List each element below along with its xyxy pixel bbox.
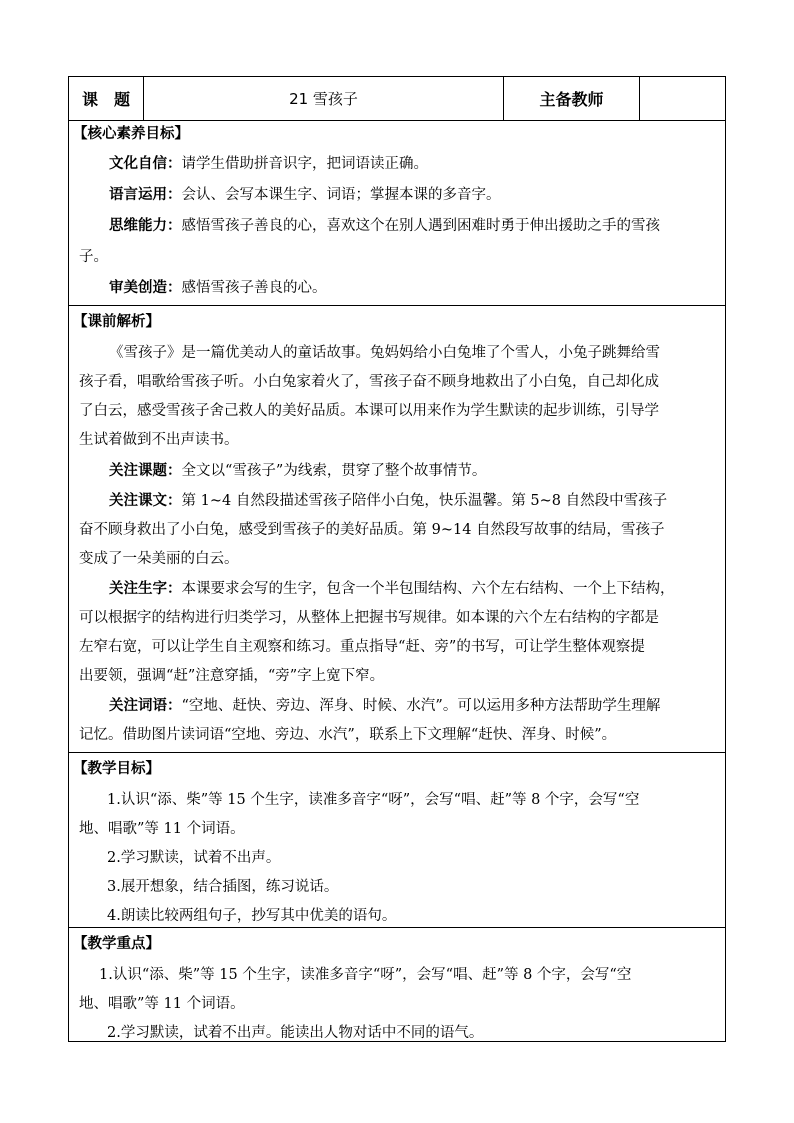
intro-line: 了白云，感受雪孩子舍己救人的美好品质。本课可以用来作为学生默读的起步训练，引导学 [79, 403, 659, 419]
objective-line: 地、唱歌”等 11 个词语。 [79, 821, 245, 837]
title-focus: 关注课题：全文以“雪孩子”为线索，贯穿了整个故事情节。 [109, 462, 487, 479]
teaching-objectives-section [69, 753, 725, 928]
key-point-line: 2.学习默读，试着不出声。能读出人物对话中不同的语气。 [107, 1025, 484, 1041]
char-focus-line: 可以根据字的结构进行归类学习，从整体上把握书写规律。如本课的六个左右结构的字都是 [79, 610, 659, 626]
section-title: 【教学目标】 [73, 760, 160, 777]
core-goals-section [69, 120, 725, 306]
goal-item: 文化自信：请学生借助拼音识字，把词语读正确。 [109, 155, 428, 172]
intro-line: 生试着做到不出声读书。 [79, 432, 239, 448]
teacher-value [640, 77, 725, 120]
objective-line: 2.学习默读，试着不出声。 [107, 850, 281, 866]
objective-line: 1.认识“添、柴”等 15 个生字，读准多音字“呀”，会写“唱、赶”等 8 个字，会写“空 [107, 792, 640, 808]
pre-lesson-analysis-section [69, 306, 725, 753]
topic-label: 课 题 [69, 77, 144, 120]
goal-item: 语言运用：会认、会写本课生字、词语；掌握本课的多音字。 [109, 186, 501, 203]
lesson-plan-table [68, 76, 726, 1042]
text-focus-line: 变成了一朵美丽的白云。 [79, 551, 239, 567]
text-focus: 关注课文：第 1~4 自然段描述雪孩子陪伴小白兔，快乐温馨。第 5~8 自然段中雪孩子 [109, 492, 668, 509]
objective-line: 3.展开想象，结合插图，练习说话。 [107, 879, 339, 895]
teacher-label: 主备教师 [504, 77, 640, 120]
char-focus: 关注生字：本课要求会写的生字，包含一个半包围结构、六个左右结构、一个上下结构， [109, 580, 675, 597]
goal-item: 思维能力：感悟雪孩子善良的心，喜欢这个在别人遇到困难时勇于伸出援助之手的雪孩 [109, 217, 660, 234]
key-point-line: 地、唱歌”等 11 个词语。 [79, 996, 245, 1012]
word-focus: 关注词语：“空地、赶快、旁边、浑身、时候、水汽”。可以运用多种方法帮助学生理解 [109, 697, 661, 714]
text-focus-line: 奋不顾身救出了小白兔，感受到雪孩子的美好品质。第 9~14 自然段写故事的结局，雪孩子 [79, 522, 665, 538]
intro-line: 《雪孩子》是一篇优美动人的童话故事。兔妈妈给小白兔堆了个雪人，小兔子跳舞给雪 [109, 345, 660, 361]
char-focus-line: 左窄右宽，可以让学生自主观察和练习。重点指导“赶、旁”的书写，可让学生整体观察提 [79, 639, 645, 655]
topic-value: 21 雪孩子 [144, 77, 504, 120]
intro-line: 孩子看，唱歌给雪孩子听。小白兔家着火了，雪孩子奋不顾身地救出了小白兔，自己却化成 [79, 374, 659, 390]
char-focus-line: 出要领，强调“赶”注意穿插，“旁”字上宽下窄。 [79, 668, 385, 684]
section-title: 【课前解析】 [73, 313, 160, 330]
goal-item-cont: 子。 [79, 249, 108, 265]
section-title: 【核心素养目标】 [73, 125, 189, 142]
teaching-key-points-section [69, 928, 725, 1041]
objective-line: 4.朗读比较两组句子，抄写其中优美的语句。 [107, 908, 397, 924]
section-title: 【教学重点】 [73, 935, 160, 952]
goal-item: 审美创造：感悟雪孩子善良的心。 [109, 279, 327, 296]
key-point-line: 1.认识“添、柴”等 15 个生字，读准多音字“呀”，会写“唱、赶”等 8 个字，会写“空 [99, 967, 632, 983]
word-focus-line: 记忆。借助图片读词语“空地、旁边、水汽”，联系上下文理解“赶快、浑身、时候”。 [79, 727, 617, 743]
header-row [69, 77, 725, 121]
